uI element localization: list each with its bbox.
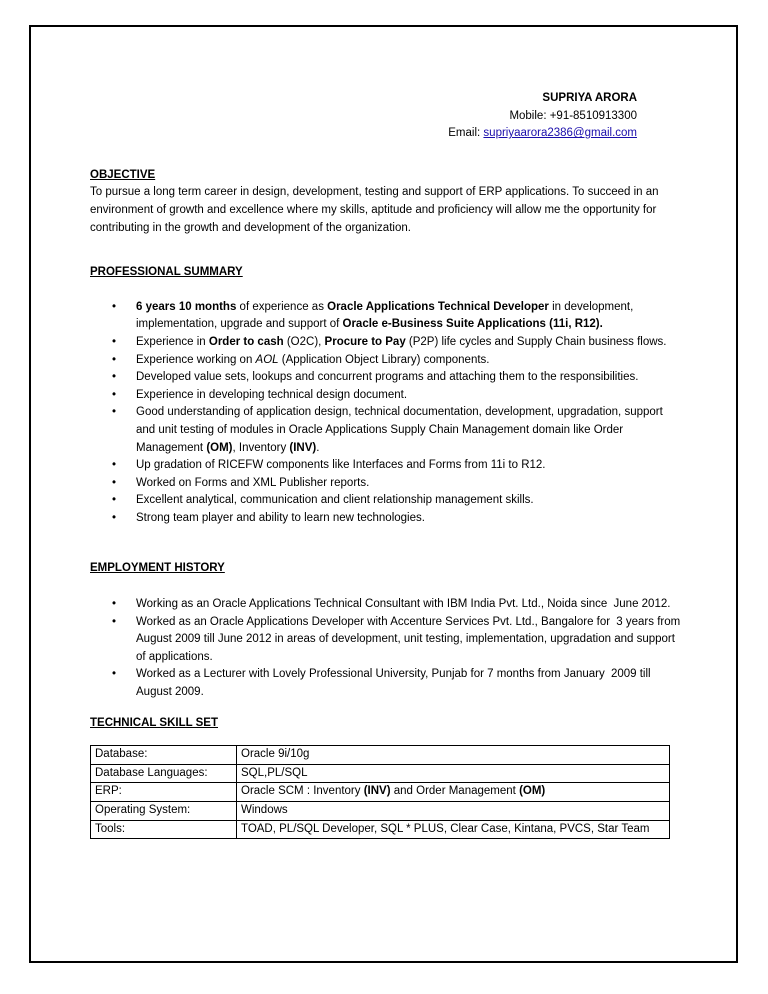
- objective-heading: OBJECTIVE: [90, 168, 156, 181]
- bullet-icon: •: [112, 511, 117, 524]
- bullet-icon: •: [112, 300, 117, 313]
- bold-text: (OM): [206, 441, 233, 454]
- text-run: Oracle 9i/10g: [241, 748, 310, 761]
- employment-history-heading: EMPLOYMENT HISTORY: [90, 562, 225, 575]
- skill-category: Operating System:: [91, 802, 237, 821]
- skill-category: Database:: [91, 746, 237, 765]
- summary-item: [90, 404, 682, 457]
- bold-text: (INV): [363, 785, 391, 798]
- text-run: Excellent analytical, communication and client relationship management skills.: [136, 494, 534, 507]
- professional-summary-section: [90, 264, 682, 527]
- bold-text: Order to cash: [208, 335, 284, 348]
- skill-category: ERP:: [91, 783, 237, 802]
- email-link[interactable]: supriyaarora2386@gmail.com: [483, 127, 637, 140]
- employment-list: [90, 596, 682, 702]
- text-run: TOAD, PL/SQL Developer, SQL * PLUS, Clear Case, Kintana, PVCS, Star Team: [241, 822, 650, 835]
- employment-item-text: Worked as a Lecturer with Lovely Professional University, Punjab for 7 months from January: [136, 668, 605, 681]
- text-run: Worked on Forms and XML Publisher reports.: [136, 476, 370, 489]
- bold-text: (INV): [289, 441, 317, 454]
- skill-value: [237, 783, 670, 802]
- employment-item: [90, 614, 682, 667]
- text-run: Up gradation of RICEFW components like Interfaces and Forms from 11i to R12.: [136, 459, 546, 472]
- bullet-icon: •: [112, 598, 117, 611]
- skills-row: [91, 802, 670, 821]
- employment-item-continuation: 3 years from August 2009 till June 2012 in areas of development, unit testing, implementation, upgradation and support of applications.: [136, 615, 681, 663]
- bold-text: Procure to Pay: [324, 335, 406, 348]
- employment-history-section: [90, 560, 682, 701]
- skill-value: [237, 764, 670, 783]
- summary-item: [90, 387, 682, 405]
- summary-item: [90, 457, 682, 475]
- technical-skills-section: [90, 715, 682, 840]
- text-run: .: [316, 441, 320, 454]
- text-run: of experience as: [236, 300, 328, 313]
- objective-text: To pursue a long term career in design, development, testing and support of ERP applications. To succeed in an environment of growth and excellence where my skills, aptitude and proficiency will allow me the opportunity for contributing in the growth and development of the organization.: [90, 186, 659, 234]
- mobile-number: Mobile: +91-8510913300: [509, 109, 637, 122]
- text-run: (Application Object Library) components.: [278, 353, 490, 366]
- skill-value: [237, 746, 670, 765]
- employment-item: [90, 596, 682, 614]
- bullet-icon: •: [112, 388, 117, 401]
- bold-text: Oracle e-Business Suite Applications (11i, R12).: [342, 318, 603, 331]
- bold-text: 6 years 10 months: [136, 300, 237, 313]
- text-run: and Order Management: [390, 785, 520, 798]
- skills-row: [91, 783, 670, 802]
- email-label: Email:: [448, 127, 484, 140]
- bullet-icon: •: [112, 615, 117, 628]
- skill-value: [237, 820, 670, 839]
- summary-item: [90, 475, 682, 493]
- email-line: [90, 125, 637, 143]
- text-run: SQL,PL/SQL: [241, 766, 308, 779]
- text-run: Oracle SCM : Inventory: [241, 785, 364, 798]
- bullet-icon: •: [112, 335, 117, 348]
- text-run: Strong team player and ability to learn new technologies.: [136, 511, 425, 524]
- skills-row: [91, 746, 670, 765]
- summary-item: [90, 369, 682, 387]
- text-run: , Inventory: [232, 441, 290, 454]
- employment-item-continuation: June 2012.: [613, 598, 671, 611]
- summary-item: [90, 352, 682, 370]
- bullet-icon: •: [112, 476, 117, 489]
- employment-item-continuation: 2009 till August 2009.: [136, 668, 651, 699]
- bullet-icon: •: [112, 494, 117, 507]
- text-run: Experience working on: [136, 353, 256, 366]
- skill-category: Tools:: [91, 820, 237, 839]
- bullet-icon: •: [112, 668, 117, 681]
- bullet-icon: •: [112, 353, 117, 366]
- skill-category: Database Languages:: [91, 764, 237, 783]
- bullet-icon: •: [112, 459, 117, 472]
- bold-text: Oracle Applications Technical Developer: [327, 300, 549, 313]
- employment-item-text: Working as an Oracle Applications Technical Consultant with IBM India Pvt. Ltd., Noida since: [136, 598, 608, 611]
- bullet-icon: •: [112, 371, 117, 384]
- professional-summary-heading: PROFESSIONAL SUMMARY: [90, 266, 243, 279]
- summary-item: [90, 510, 682, 528]
- bold-text: (OM): [519, 785, 546, 798]
- resume-header: [90, 90, 637, 143]
- bullet-icon: •: [112, 406, 117, 419]
- summary-item: [90, 299, 682, 334]
- text-run: (O2C),: [283, 335, 325, 348]
- text-run: in development, implementation, upgrade and support of: [136, 300, 634, 331]
- resume-document: [90, 90, 682, 839]
- skills-row: [91, 764, 670, 783]
- italic-text: AOL: [255, 353, 279, 366]
- technical-skills-heading: TECHNICAL SKILL SET: [90, 716, 218, 729]
- skill-value: [237, 802, 670, 821]
- skills-table: [90, 745, 670, 839]
- candidate-name: SUPRIYA ARORA: [542, 92, 637, 104]
- objective-section: [90, 167, 682, 237]
- employment-item-text: Worked as an Oracle Applications Developer with Accenture Services Pvt. Ltd., Bangalore for: [136, 615, 611, 628]
- text-run: Good understanding of application design, technical documentation, development, upgradation, support and unit testing of modules in Oracle Applications Supply Chain Management domain like Order Management: [136, 406, 663, 454]
- summary-item: [90, 334, 682, 352]
- text-run: Experience in developing technical design document.: [136, 388, 408, 401]
- text-run: Windows: [241, 804, 288, 816]
- text-run: (P2P) life cycles and Supply Chain business flows.: [405, 335, 667, 348]
- employment-item: [90, 666, 682, 701]
- text-run: Developed value sets, lookups and concurrent programs and attaching them to the responsibilities.: [136, 371, 639, 384]
- summary-item: [90, 492, 682, 510]
- summary-list: [90, 299, 682, 528]
- text-run: Experience in: [136, 335, 209, 348]
- skills-row: [91, 820, 670, 839]
